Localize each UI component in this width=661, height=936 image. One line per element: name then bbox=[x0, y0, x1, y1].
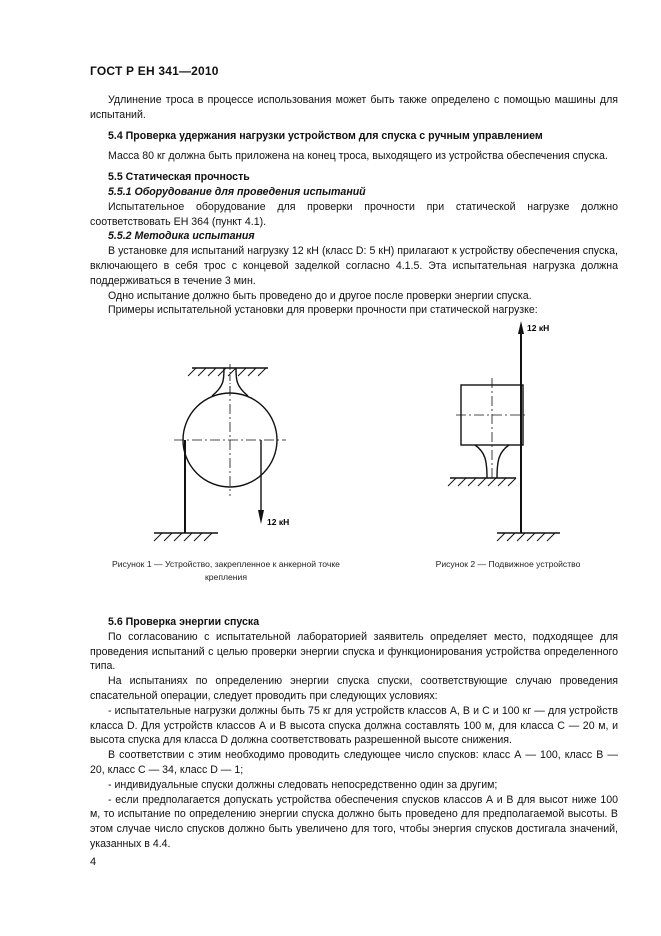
figure-2 bbox=[448, 321, 560, 541]
heading-5-5-1: 5.5.1 Оборудование для проведения испытаний bbox=[108, 185, 366, 198]
heading-5-6: 5.6 Проверка энергии спуска bbox=[108, 616, 260, 628]
paragraph-examples: Примеры испытательной установки для проверки прочности при статической нагрузке: bbox=[108, 304, 538, 317]
figure-2-caption: Рисунок 2 — Подвижное устройство bbox=[435, 559, 581, 569]
document-code: ГОСТ Р ЕН 341—2010 bbox=[90, 64, 219, 78]
section-5-6 bbox=[90, 615, 618, 852]
paragraph-loads: - испытательные нагрузки должны быть 75 кг для устройств классов А, В и С и 100 кг — для устройств класса D. Для устройств классов А и В высота спуска должна составлять 100 м, для класса С — 20 м, и высота спуска для класса D должна соответствовать разрешенной высоте снижения. bbox=[90, 704, 618, 747]
paragraph-individual-descents: - индивидуальные спуски должны следовать непосредственно один за другим; bbox=[108, 778, 498, 791]
figure-1 bbox=[154, 364, 286, 541]
fig1-top-hatch bbox=[188, 368, 266, 376]
paragraph-conditions: На испытаниях по определению энергии спуска спуски, соответствующие случаю проведения спасательной операции, следует проводить при следующих условиях: bbox=[90, 675, 618, 702]
paragraph-test-equipment: Испытательное оборудование для проверки прочности при статической нагрузке должно соответствовать ЕН 364 (пункт 4.1). bbox=[90, 200, 618, 228]
fig2-neck-left bbox=[475, 445, 487, 478]
page-number: 4 bbox=[90, 856, 97, 868]
figure-1-caption: Рисунок 1 — Устройство, закрепленное к анкерной точке крепления bbox=[112, 559, 340, 582]
paragraph-test-site: По согласованию с испытательной лабораторией заявитель определяет место, подходящее для проведения испытаний с целью проверки энергии спуска и функционирования устройства определенного типа. bbox=[90, 630, 618, 673]
paragraph-test-method: В установке для испытаний нагрузку 12 кН (класс D: 5 кН) прилагают к устройству обеспечения спуска, включающего в себя трос с концевой заделкой согласно 4.1.5. Эта испытательная нагрузка должна поддерживаться в течение 3 мин. bbox=[90, 245, 618, 287]
fig1-ground-hatch bbox=[154, 533, 212, 541]
fig2-neck-right bbox=[497, 445, 509, 478]
fig2-lower-hatch bbox=[497, 533, 555, 541]
paragraph-cable-elongation: Удлинение троса в процессе использования может быть также определено с помощью машины для испытаний. bbox=[90, 94, 618, 121]
paragraph-lower-heights: - если предполагается допускать устройства обеспечения спусков классов А и В для высот ниже 100 м, то испытание по определению энергии спуска должно быть проведено для предполагаемой высоты. В этом случае число спусков должно быть увеличено для того, чтобы энергия спусков достигала значений, указанных в 4.4. bbox=[90, 793, 618, 850]
fig2-ground-hatch bbox=[448, 478, 516, 486]
fig1-load-arrow bbox=[258, 510, 264, 524]
paragraph-mass-80kg: Масса 80 кг должна быть приложена на конец троса, выходящего из устройства обеспечения спуска. bbox=[108, 150, 608, 163]
paragraph-one-test: Одно испытание должно быть проведено до и другое после проверки энергии спуска. bbox=[108, 289, 532, 302]
paragraph-descent-count: В соответствии с этим необходимо проводить следующее число спусков: класс А — 100, класс В — 20, класс С — 34, класс D — 1; bbox=[90, 749, 618, 776]
fig2-load-arrow bbox=[518, 321, 524, 334]
heading-5-4: 5.4 Проверка удержания нагрузки устройством для спуска с ручным управлением bbox=[108, 129, 543, 142]
fig2-load-label: 12 кН bbox=[527, 323, 550, 333]
heading-5-5: 5.5 Статическая прочность bbox=[108, 171, 250, 184]
heading-5-5-2: 5.5.2 Методика испытания bbox=[108, 230, 255, 243]
fig1-load-label: 12 кН bbox=[267, 517, 290, 527]
